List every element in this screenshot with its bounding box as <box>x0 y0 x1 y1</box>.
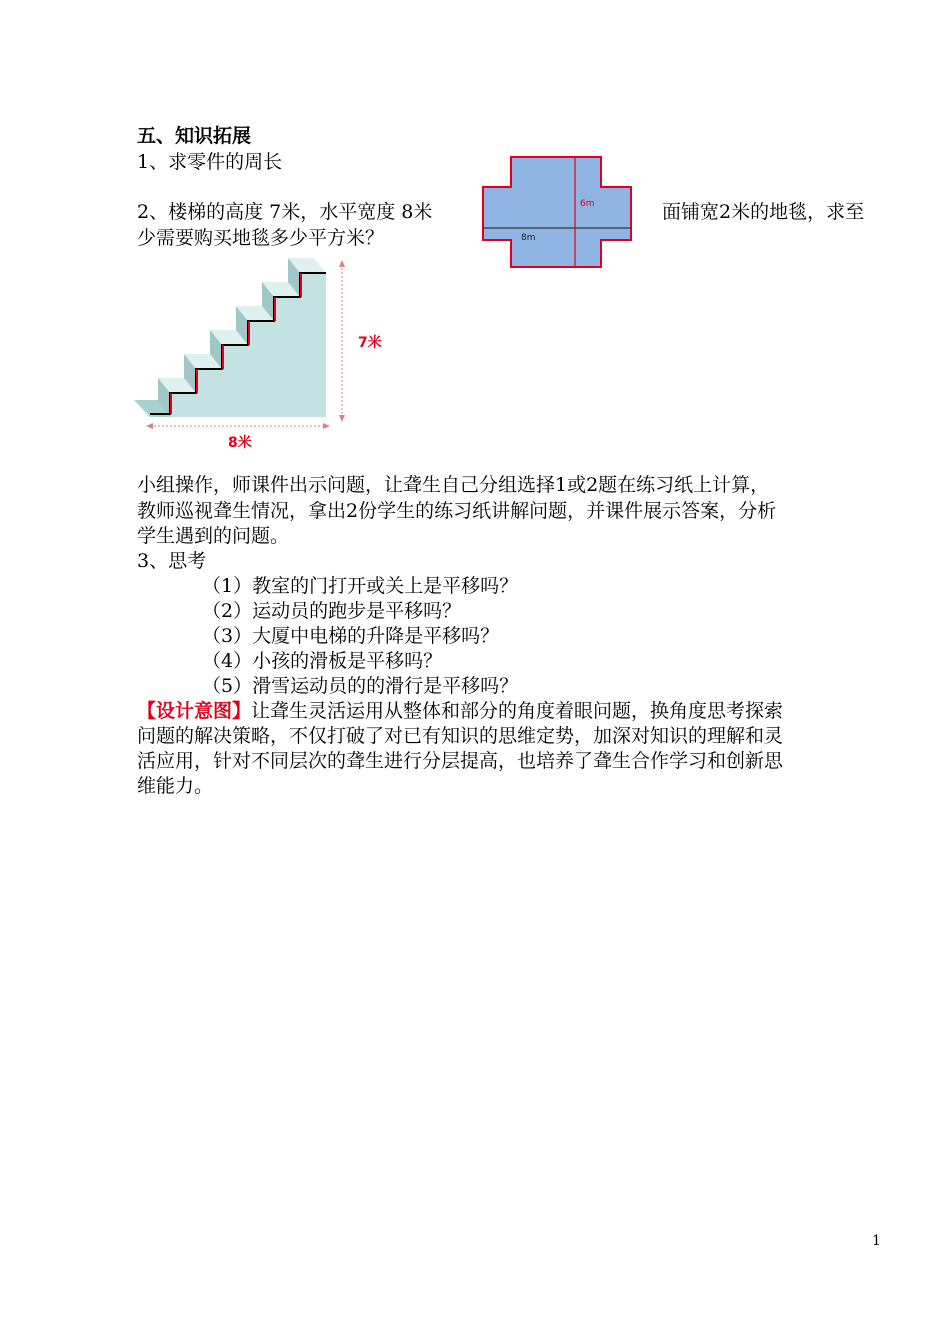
question-2-line-1: 2、楼梯的高度 7米，水平宽度 8米 <box>137 201 433 223</box>
design-intent-text: 让聋生灵活运用从整体和部分的角度着眼问题，换角度思考探索 <box>251 700 784 722</box>
think-item: （2）运动员的跑步是平移吗？ <box>202 600 462 622</box>
height-label: 7米 <box>358 335 382 351</box>
cross-shape <box>483 157 631 267</box>
paragraph-line-2: 教师巡视聋生情况，拿出2份学生的练习纸讲解问题，并课件展示答案，分析 <box>137 500 777 522</box>
think-item: （3）大厦中电梯的升降是平移吗？ <box>202 625 500 647</box>
height-arrow-top <box>339 260 345 267</box>
think-item: （5）滑雪运动员的的滑行是平移吗？ <box>202 675 519 697</box>
design-intent-line-3: 活应用，针对不同层次的聋生进行分层提高，也培养了聋生合作学习和创新思 <box>137 750 784 772</box>
think-item: （1）教室的门打开或关上是平移吗？ <box>202 575 519 597</box>
width-arrow-right <box>323 423 330 429</box>
question-3: 3、思考 <box>137 550 207 572</box>
design-intent-line-1 <box>137 699 783 724</box>
design-intent-line-2: 问题的解决策略，不仅打破了对已有知识的思维定势，加深对知识的理解和灵 <box>137 725 784 747</box>
question-1: 1、求零件的周长 <box>137 151 283 173</box>
cross-part-figure <box>478 152 636 272</box>
horizontal-dimension-label: 8m <box>521 233 536 243</box>
width-label: 8米 <box>228 435 252 451</box>
vertical-dimension-label: 6m <box>580 199 595 209</box>
question-2-line-1-tail: 面铺宽2米的地毯，求至 <box>662 201 865 223</box>
height-arrow-bottom <box>339 415 345 422</box>
design-intent-line-4: 维能力。 <box>137 775 214 797</box>
page-number: 1 <box>872 1233 881 1249</box>
question-2-line-2: 少需要购买地毯多少平方米？ <box>137 227 385 249</box>
staircase-figure <box>130 250 390 455</box>
think-item: （4）小孩的滑板是平移吗？ <box>202 650 443 672</box>
paragraph-line-1: 小组操作，师课件出示问题，让聋生自己分组选择1或2题在练习纸上计算， <box>137 474 770 496</box>
width-arrow-left <box>146 423 153 429</box>
section-title: 五、知识拓展 <box>137 125 252 147</box>
design-intent-label: 【设计意图】 <box>137 700 252 722</box>
paragraph-line-3: 学生遇到的问题。 <box>137 525 290 547</box>
